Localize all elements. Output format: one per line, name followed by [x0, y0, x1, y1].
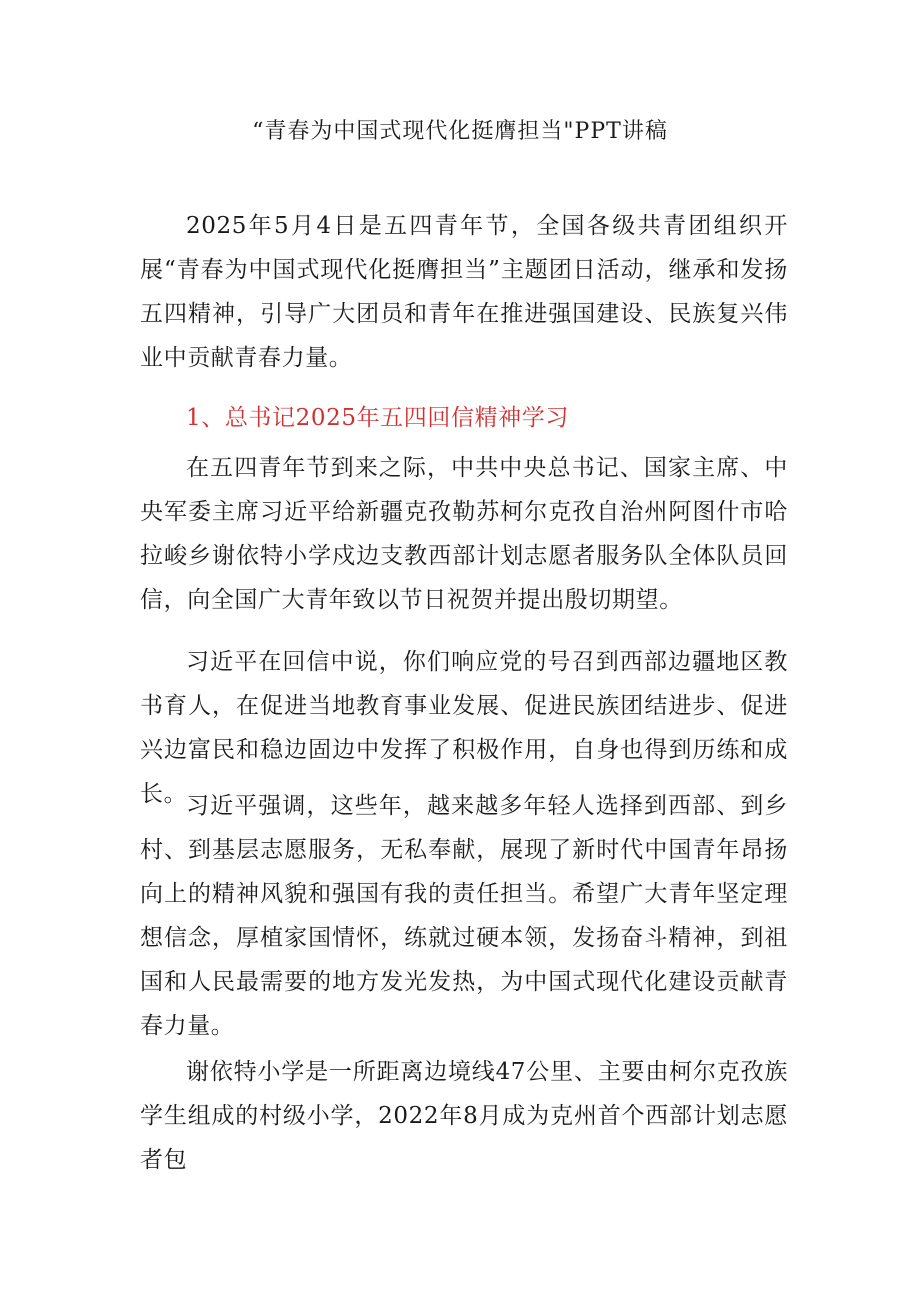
document-title: “青春为中国式现代化挺膺担当"PPT讲稿 [252, 119, 668, 144]
paragraph-letter-content: 习近平在回信中说，你们响应党的号召到西部边疆地区教书育人，在促进当地教育事业发展、促进民族团结进步、促进兴边富民和稳边固边中发挥了积极作用，自身也得到历练和成长。 [140, 649, 788, 807]
paragraph-intro: 2025年5月4日是五四青年节，全国各级共青团组织开展“青春为中国式现代化挺膺担当”主题团日活动，继承和发扬五四精神，引导广大团员和青年在推进强国建设、民族复兴伟业中贡献青春力量。 [140, 213, 788, 371]
paragraph-emphasis: 习近平强调，这些年，越来越多年轻人选择到西部、到乡村、到基层志愿服务，无私奉献，展现了新时代中国青年昂扬向上的精神风貌和强国有我的责任担当。希望广大青年坚定理想信念，厚植家国情怀，练就过硬本领，发扬奋斗精神，到祖国和人民最需要的地方发光发热，为中国式现代化建设贡献青春力量。 [140, 793, 788, 1039]
paragraph-reply-letter: 在五四青年节到来之际，中共中央总书记、国家主席、中央军委主席习近平给新疆克孜勒苏柯尔克孜自治州阿图什市哈拉峻乡谢依特小学戍边支教西部计划志愿者服务队全体队员回信，向全国广大青年致以节日祝贺并提出殷切期望。 [140, 455, 788, 613]
paragraph-school-info: 谢依特小学是一所距离边境线47公里、主要由柯尔克孜族学生组成的村级小学，2022年8月成为克州首个西部计划志愿者包 [140, 1059, 788, 1173]
section-heading: 1、总书记2025年五四回信精神学习 [186, 405, 569, 431]
